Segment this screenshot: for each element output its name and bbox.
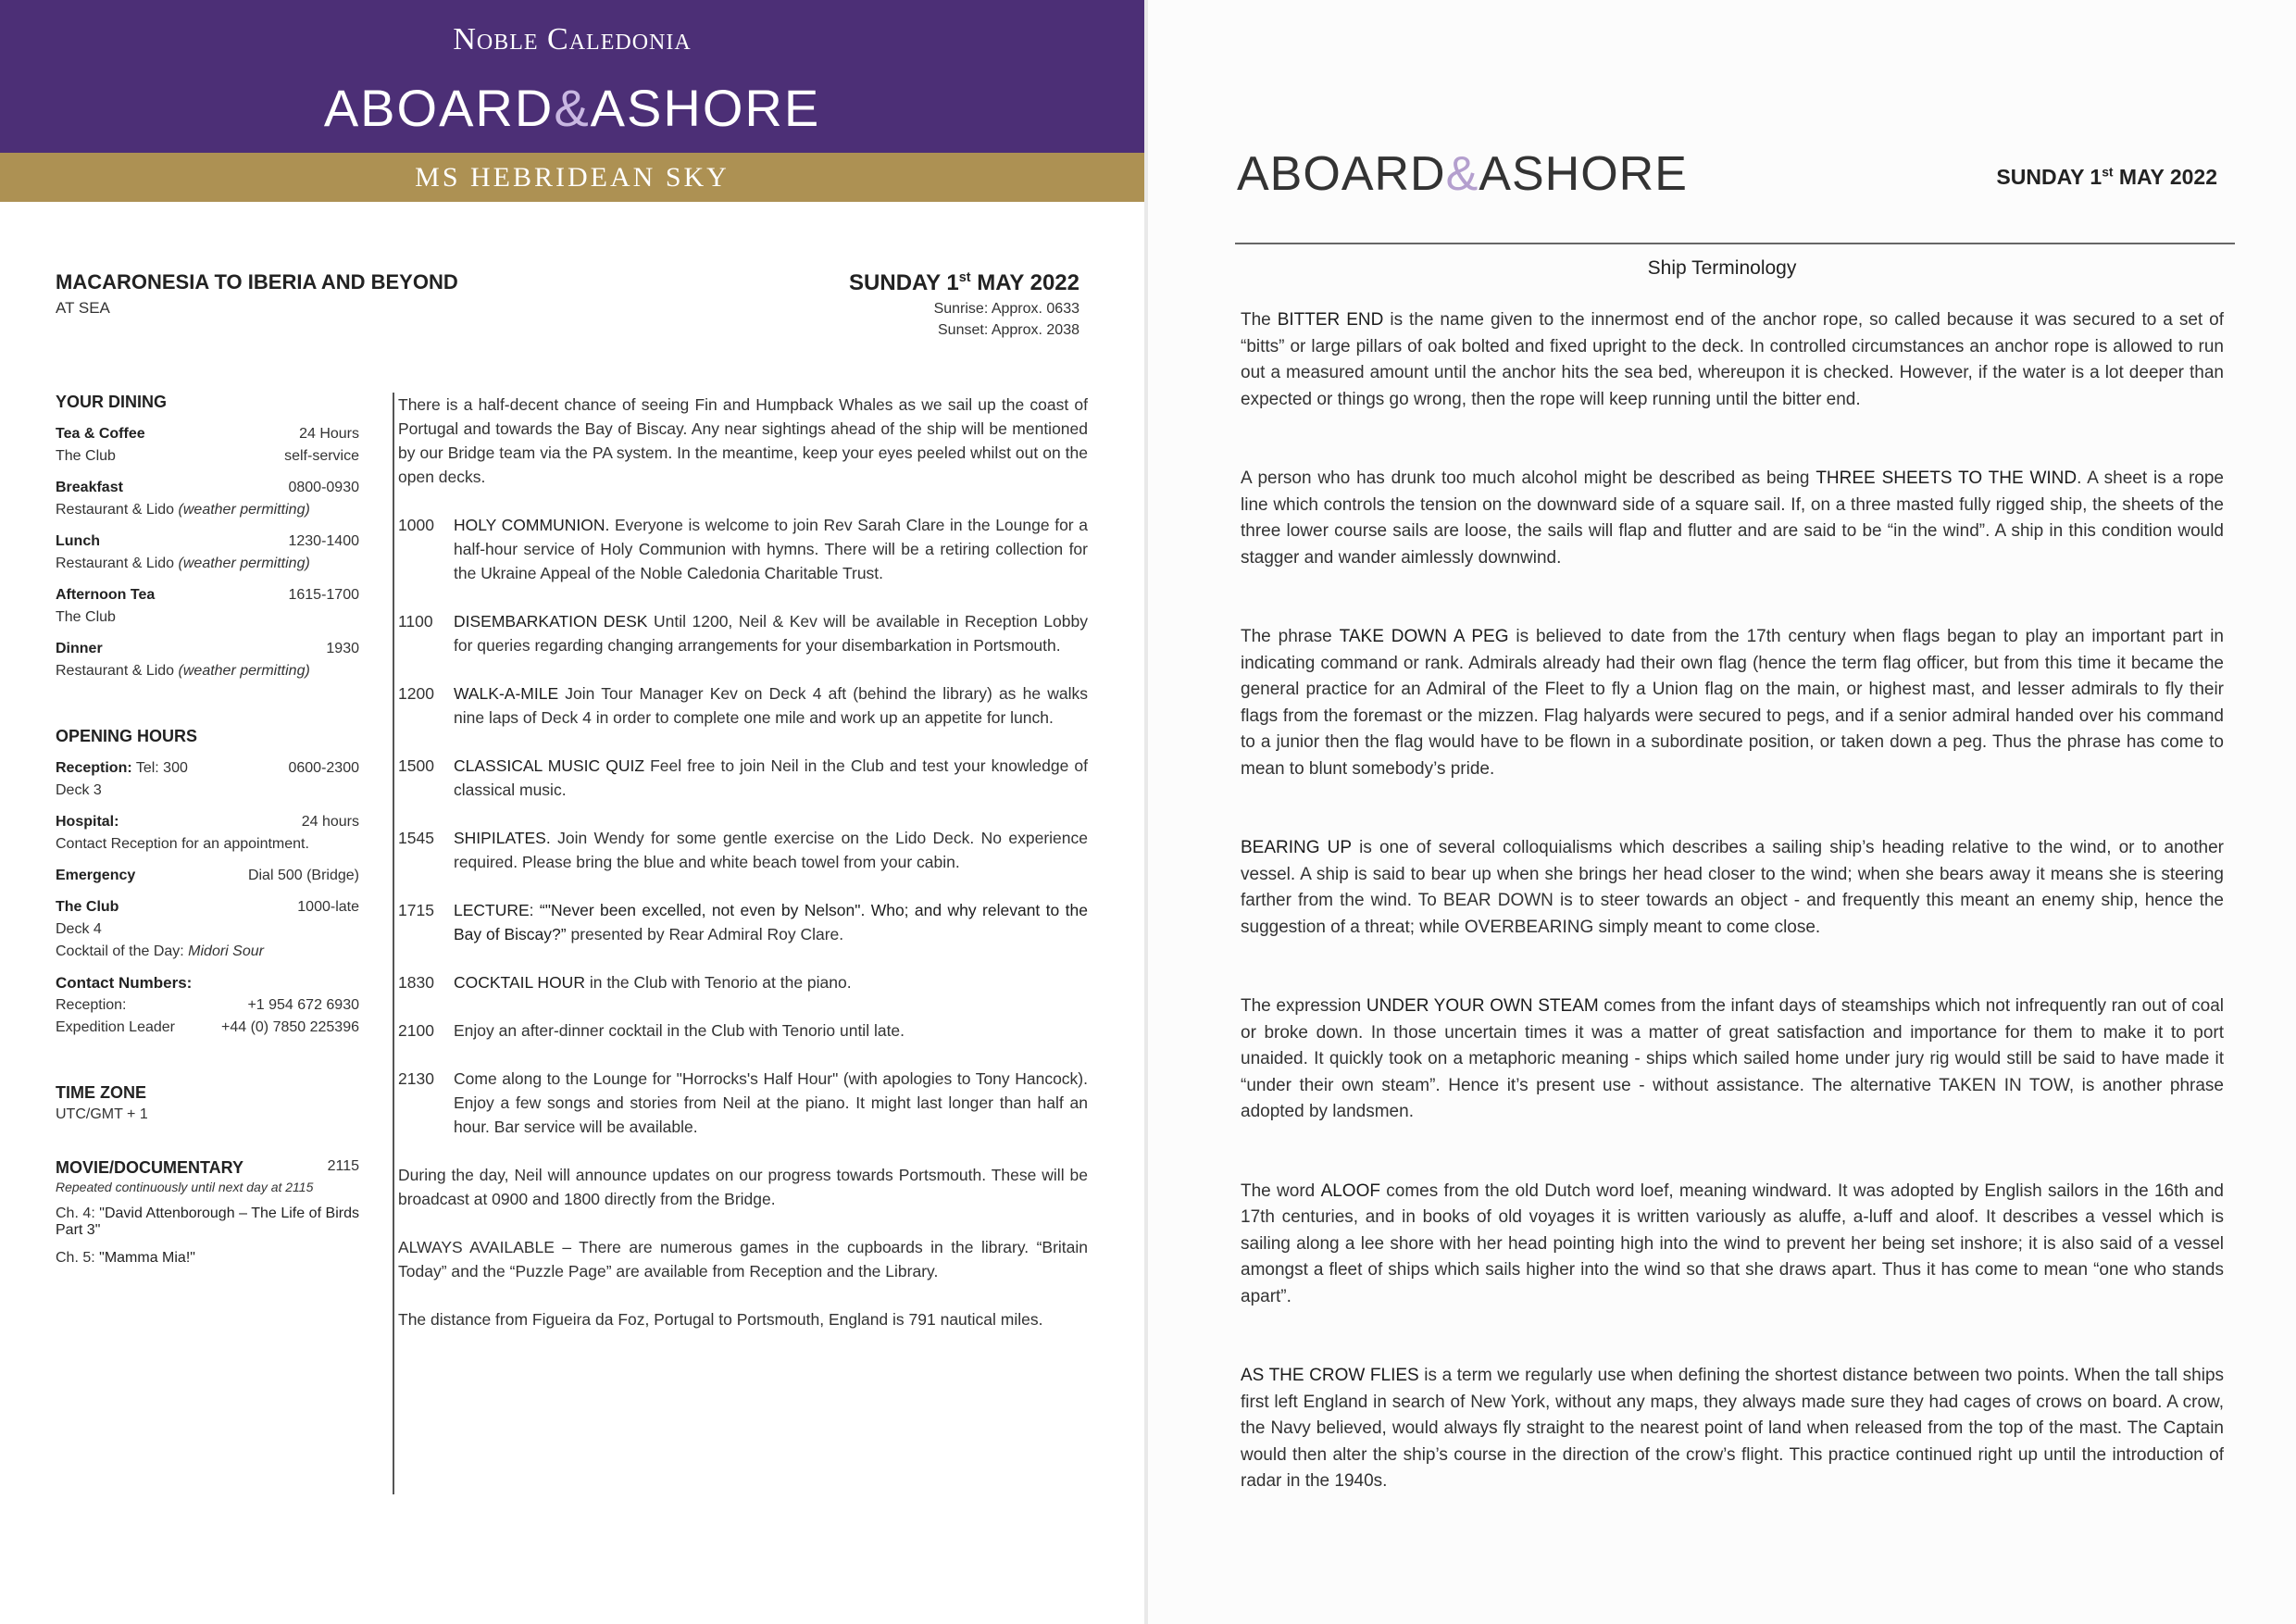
location: AT SEA	[56, 299, 110, 317]
dining-time: 24 Hours	[299, 426, 359, 442]
term-text: is one of several colloquialisms which describes a sailing ship’s heading relative to the wind, or to another vessel. A ship is said to bear up when she brings her head closer to the wind; when she bears away it means she is steering farther from the wind. To BEAR DOWN is to steer towards an object - and frequently this meant an enemy ship, hence the suggestion of a threat; while OVERBEARING simply meant to come close.	[1241, 838, 2224, 937]
dining-place: The Club	[56, 448, 116, 464]
event-row	[398, 826, 1088, 874]
title-ashore: ASHORE	[1479, 147, 1688, 201]
reception-deck: Deck 3	[56, 782, 102, 798]
club-label: The Club	[56, 899, 119, 915]
contacts-heading: Contact Numbers:	[56, 974, 193, 992]
dining-note: (weather permitting)	[178, 502, 310, 518]
event-title: CLASSICAL MUSIC QUIZ	[454, 756, 645, 775]
event-time: 1200	[398, 684, 434, 703]
always-text: – There are numerous games in the cupboards in the library. “Britain Today” and the “Puzzle Page” are available from Reception and the Library.	[398, 1238, 1089, 1280]
term-text: is a term we regularly use when defining the shortest distance between two points. When the tall ships first left England in search of New York, without any maps, they always made sure they had cages of crows on board. A crow, the Navy believed, would always fly straight to the nearest point of land when released from the top of the mast. The Captain would then alter the ship’s course in the direction of the crow’s flight. This practice continued right up until the introduction of radar in the 1940s.	[1241, 1366, 2225, 1491]
timezone-value: UTC/GMT + 1	[56, 1106, 148, 1122]
event-text: presented by Rear Admiral Roy Clare.	[566, 925, 844, 943]
event-time: 2130	[398, 1069, 434, 1088]
always-available-paragraph	[398, 1235, 1088, 1283]
date-month-year: MAY 2022	[970, 270, 1079, 295]
term-keyword: BEARING UP	[1241, 838, 1353, 857]
hospital-note: Contact Reception for an appointment.	[56, 836, 309, 852]
sunrise: Sunrise: Approx. 0633	[933, 301, 1079, 317]
movie-note: Repeated continuously until next day at 2115	[56, 1180, 314, 1194]
contact-number: +44 (0) 7850 225396	[220, 1019, 359, 1035]
dining-item	[56, 477, 359, 521]
club-deck: Deck 4	[56, 921, 102, 937]
hospital-label: Hospital:	[56, 814, 119, 830]
event-title: LECTURE: “"Never been excelled, not even by Nelson". Who; and why relevant to the Bay of Biscay?”	[454, 901, 1088, 943]
term-text: . A sheet is a rope line which controls the tension on the downward side of a square sail. If, on a three masted fully rigged ship, the sheets of the three lower course sails are loose, the sails will flap and flutter and are said to be “in the wind”. A ship in this condition would stagger and wander aimlessly downwind.	[1241, 468, 2224, 568]
voyage-title: MACARONESIA TO IBERIA AND BEYOND	[56, 270, 458, 294]
left-page	[0, 0, 1144, 1624]
dining-heading: YOUR DINING	[56, 393, 168, 411]
event-time: 1500	[398, 756, 434, 775]
term-lead: The phrase	[1241, 627, 1340, 646]
date-day: SUNDAY 1	[1996, 165, 2103, 189]
event-time: 2100	[398, 1021, 434, 1040]
reception-tel: Tel: 300	[131, 760, 188, 776]
movie-ch5	[56, 1250, 359, 1267]
event-time: 1000	[398, 516, 434, 534]
event-text: Enjoy an after-dinner cocktail in the Club with Tenorio until late.	[454, 1021, 905, 1040]
event-row	[398, 1018, 1088, 1043]
dining-name: Afternoon Tea	[56, 587, 156, 603]
term-paragraph	[1241, 466, 2224, 571]
during-day-paragraph: During the day, Neil will announce updates on our progress towards Portsmouth. These will be broadcast at 0900 and 1800 directly from the Bridge.	[398, 1166, 1088, 1208]
dining-item	[56, 638, 359, 682]
dining-name: Tea & Coffee	[56, 426, 145, 442]
dining-note: (weather permitting)	[178, 556, 310, 571]
event-title: COCKTAIL HOUR	[454, 973, 585, 992]
header-rule	[1235, 243, 2235, 244]
event-row	[398, 970, 1088, 994]
dining-time: 0800-0930	[288, 480, 359, 495]
date-suffix: st	[2102, 165, 2114, 180]
term-paragraph	[1241, 1179, 2224, 1311]
reception-label: Reception:	[56, 760, 132, 776]
event-row	[398, 898, 1088, 946]
term-paragraph	[1241, 307, 2224, 413]
terminology-list	[1241, 307, 2224, 1548]
event-row	[398, 513, 1088, 585]
ship-band	[0, 153, 1144, 202]
event-time: 1715	[398, 901, 434, 919]
dining-item	[56, 531, 359, 575]
term-keyword: THREE SHEETS TO THE WIND	[1816, 468, 2078, 488]
event-time: 1545	[398, 829, 434, 847]
event-time: 1100	[398, 612, 433, 631]
reception-time: 0600-2300	[288, 760, 359, 776]
term-text: is the name given to the innermost end of the anchor rope, so called because it was secured to a set of “bitts” or large pillars of oak bolted and fixed upright to the deck. In controlled circumstances an anchor rope is allowed to run out a measured amount until the anchor hits the sea bed, whereupon it is checked. However, if the water is a lot deeper than expected or things go wrong, then the rope will keep running until the bitter end.	[1241, 310, 2224, 409]
event-row	[398, 754, 1088, 802]
term-keyword: UNDER YOUR OWN STEAM	[1366, 996, 1599, 1016]
date-month-year: MAY 2022	[2113, 165, 2217, 189]
emergency-label: Emergency	[56, 868, 136, 883]
hospital-time: 24 hours	[301, 814, 359, 830]
emergency-number: Dial 500 (Bridge)	[247, 868, 359, 883]
event-time: 1830	[398, 973, 434, 992]
event-row	[398, 1067, 1088, 1139]
hours-heading: OPENING HOURS	[56, 727, 198, 745]
term-text: comes from the infant days of steamships which not infrequently ran out of coal or broke down. In those uncertain times it was a matter of great satisfaction and importance for them to make it to port unaided. It quickly took on a metaphoric meaning - ships which sailed home under jury rig would still be said to have made it “under their own steam”. Hence it’s present use - without assistance. The alternative TAKEN IN TOW, is another phrase adopted by landsmen.	[1241, 996, 2224, 1121]
event-row	[398, 609, 1088, 657]
date-suffix: st	[958, 270, 971, 285]
title-aboard: ABOARD	[1237, 147, 1446, 201]
event-text: Everyone is welcome to join Rev Sarah Clare in the Lounge for a half-hour service of Holy Communion with hymns. There will be a retiring collection for the Ukraine Appeal of the Noble Caledonia Charitable Trust.	[454, 516, 1088, 582]
dining-time: 1230-1400	[288, 533, 359, 549]
event-title: SHIPILATES.	[454, 829, 551, 847]
term-lead: A person who has drunk too much alcohol might be described as being	[1241, 468, 1816, 488]
term-paragraph	[1241, 993, 2224, 1126]
event-text: Join Tour Manager Kev on Deck 4 aft (behind the library) as he walks nine laps of Deck 4 in order to complete one mile and work up an appetite for lunch.	[454, 684, 1088, 727]
brand-name: Noble Caledonia	[453, 22, 692, 56]
dining-name: Breakfast	[56, 480, 123, 495]
hours-reception	[56, 757, 359, 802]
ship-name: MS HEBRIDEAN SKY	[415, 162, 730, 193]
info-sidebar	[56, 393, 359, 1267]
title-ampersand: &	[554, 79, 591, 137]
term-paragraph	[1241, 835, 2224, 941]
masthead	[0, 0, 1144, 153]
event-text: Come along to the Lounge for "Horrocks's Half Hour" (with apologies to Tony Hancock). Enjoy a few songs and stories from Neil at the piano. It might last longer than half an hour. Bar service will be available.	[454, 1069, 1088, 1136]
dining-name: Dinner	[56, 641, 103, 656]
column-divider	[393, 393, 394, 1494]
programme	[398, 393, 1088, 1355]
right-page	[1148, 0, 2296, 1624]
sunset: Sunset: Approx. 2038	[938, 322, 1079, 338]
event-text: Feel free to join Neil in the Club and test your knowledge of classical music.	[454, 756, 1088, 799]
section-title: Ship Terminology	[1647, 257, 1797, 279]
contact-label: Reception:	[56, 997, 127, 1013]
dining-item	[56, 423, 359, 468]
term-lead: The	[1241, 310, 1278, 330]
hours-emergency	[56, 865, 359, 887]
dining-place: Restaurant & Lido	[56, 663, 179, 679]
title-ampersand: &	[1445, 147, 1479, 201]
cocktail-label: Cocktail of the Day:	[56, 943, 189, 959]
contact-numbers	[56, 972, 359, 1039]
dining-note: (weather permitting)	[178, 663, 310, 679]
contact-label: Expedition Leader	[56, 1019, 175, 1035]
event-text: Join Wendy for some gentle exercise on the Lido Deck. No experience required. Please bring the blue and white beach towel from your cabin.	[454, 829, 1088, 871]
term-paragraph	[1241, 1363, 2224, 1495]
intro-paragraph: There is a half-decent chance of seeing Fin and Humpback Whales as we sail up the coast of Portugal and towards the Bay of Biscay. Any near sightings ahead of the ship will be mentioned by our Bridge team via the PA system. In the meantime, keep your eyes peeled whilst out on the open decks.	[398, 395, 1088, 486]
cocktail-name: Midori Sour	[188, 943, 264, 959]
term-text: is believed to date from the 17th century when flags began to play an important part in indicating command or rank. Admirals already had their own flag (hence the term flag officer, but from this time it became the general practice for an Admiral of the Fleet to fly a Union flag on the main, or highest mast, and lesser admirals to fly their flags from the foremast or the mizzen. Flag halyards were secured to pegs, and if a senior admiral handed over his command to a junior then the flag would have to be flown in a subordinate position, or taken down a peg. Thus the phrase has come to mean to blunt somebody’s pride.	[1241, 627, 2224, 779]
ch4-label: Ch. 4:	[56, 1206, 100, 1221]
dining-place: Restaurant & Lido	[56, 502, 179, 518]
contact-number: +1 954 672 6930	[247, 997, 359, 1013]
date-right	[1996, 165, 2217, 190]
dining-time: 1930	[326, 641, 359, 656]
event-row	[398, 681, 1088, 730]
always-label: ALWAYS AVAILABLE	[398, 1238, 555, 1256]
dining-time: 1615-1700	[288, 587, 359, 603]
ch5-title: "Mamma Mia!"	[99, 1250, 195, 1266]
hours-club	[56, 896, 359, 963]
club-time: 1000-late	[297, 899, 359, 915]
term-keyword: AS THE CROW FLIES	[1241, 1366, 1419, 1385]
dining-service: self-service	[284, 448, 359, 464]
event-title: HOLY COMMUNION.	[454, 516, 610, 534]
dining-place: Restaurant & Lido	[56, 556, 179, 571]
ch4-title: "David Attenborough – The Life of Birds Part 3"	[56, 1206, 359, 1238]
title-ashore: ASHORE	[590, 79, 821, 137]
term-keyword: ALOOF	[1320, 1181, 1380, 1201]
date	[849, 270, 1079, 296]
ch5-label: Ch. 5:	[56, 1250, 100, 1266]
term-text: comes from the old Dutch word loef, meaning windward. It was adopted by English sailors in the 16th and 17th centuries, and in books of old voyages it is written variously as aluffe, a-luff and aloof. It describes a vessel which is sailing along a lee shore with her head pointing high into the wind to prevent her being set inshore; it is also said of a vessel amongst a fleet of ships which sails higher into the wind so that she draws apart. Thus it has come to mean “one who stands apart”.	[1241, 1181, 2225, 1306]
term-lead: The word	[1241, 1181, 1321, 1201]
term-lead: The expression	[1241, 996, 1366, 1016]
date-day: SUNDAY 1	[849, 270, 959, 295]
movie-time: 2115	[327, 1158, 359, 1174]
movie-heading: MOVIE/DOCUMENTARY	[56, 1158, 244, 1177]
newsletter-title	[0, 78, 1144, 138]
term-paragraph	[1241, 624, 2224, 782]
distance-paragraph: The distance from Figueira da Foz, Portugal to Portsmouth, England is 791 nautical miles.	[398, 1310, 1043, 1329]
dining-item	[56, 584, 359, 629]
event-title: WALK-A-MILE	[454, 684, 559, 703]
term-keyword: TAKE DOWN A PEG	[1339, 627, 1509, 646]
timezone-heading: TIME ZONE	[56, 1083, 146, 1102]
title-aboard: ABOARD	[323, 79, 555, 137]
dining-place: The Club	[56, 609, 116, 625]
newsletter-title-right	[1237, 146, 1688, 202]
event-text: Until 1200, Neil & Kev will be available in Reception Lobby for queries regarding changing arrangements for your disembarkation in Portsmouth.	[454, 612, 1088, 655]
term-keyword: BITTER END	[1277, 310, 1384, 330]
movie-ch4	[56, 1206, 359, 1239]
event-text: in the Club with Tenorio at the piano.	[584, 973, 852, 992]
hours-hospital	[56, 811, 359, 856]
dining-name: Lunch	[56, 533, 100, 549]
event-title: DISEMBARKATION DESK	[454, 612, 648, 631]
